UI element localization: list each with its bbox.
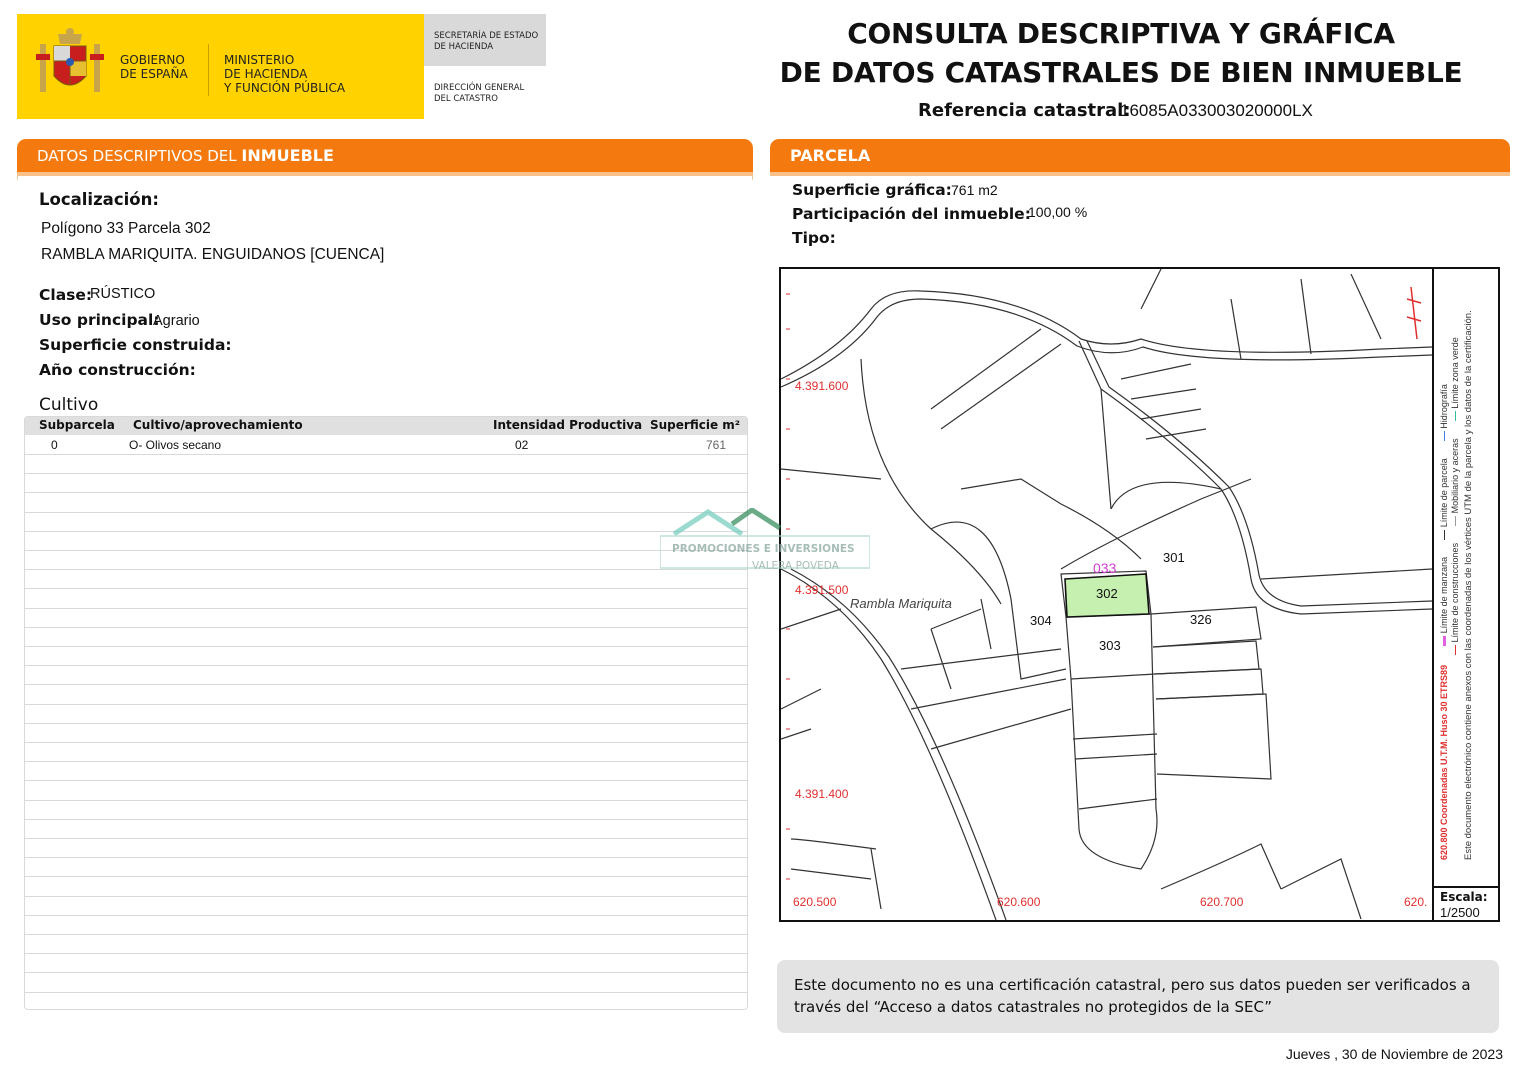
ref-label: Referencia catastral: [918,100,1131,121]
notice-text: Este documento no es una certificación catastral, pero sus datos pueden ser verificados a través del “Acceso a datos catastrales no protegidos de la SEC” [794,976,1471,1016]
table-row [25,704,747,705]
cell-superficie: 761 [706,438,727,452]
watermark [660,508,870,570]
uso-value: Agrario [153,313,200,329]
legend-text [1439,260,1474,860]
table-row [25,953,747,954]
clase-label: Clase: [39,286,93,304]
legend-zona-verde: Límite zona verde [1450,337,1460,409]
scale-value: 1/2500 [1440,905,1480,920]
table-row [25,896,747,897]
table-row [25,723,747,724]
coord-x-3: 620.700 [1200,895,1244,909]
tipo-label: Tipo: [792,229,836,247]
secretaria-name [434,31,538,53]
dir-line-2: DEL CATASTRO [434,94,498,104]
bar-bold: INMUEBLE [241,146,334,165]
gov-name [120,53,188,81]
min-line-2: DE HACIENDA [224,67,308,81]
coat-of-arms-icon [34,26,106,102]
superficie-grafica-value: 761 m2 [951,182,998,198]
legend-parcela: Límite de parcela [1439,458,1449,528]
parcel-304-label: 304 [1030,613,1052,628]
coord-x-2: 620.600 [997,895,1041,909]
direccion-name [434,83,524,105]
table-row [25,646,747,647]
mobiliario-legend-icon [1455,516,1456,526]
clase-value: RÚSTICO [90,286,156,302]
coord-y-1: 4.391.600 [795,379,849,393]
table-row [25,876,747,877]
datos-descriptivos-bar [17,139,753,172]
uso-label: Uso principal: [39,311,160,329]
cell-cultivo: O- Olivos secano [129,438,222,452]
th-intensidad: Intensidad Productiva [493,418,643,432]
cultivo-title: Cultivo [39,395,99,415]
poligono-label: 033 [1093,560,1117,576]
scale-box [1432,886,1500,922]
manzana-legend-icon [1443,636,1446,646]
table-row [25,800,747,801]
watermark-line-1: PROMOCIONES E INVERSIONES [672,543,855,555]
table-row [25,550,747,551]
coord-y-2: 4.391.500 [795,583,849,597]
bar-edge-left [17,176,18,180]
parcel-303-label: 303 [1099,638,1121,653]
table-row [25,761,747,762]
legend-mobiliario: Mobiliario y aceras [1450,438,1460,514]
legend-coords: 620.800 Coordenadas U.T.M. Huso 30 ETRS89 [1439,664,1449,860]
scale-label: Escala: [1440,890,1488,904]
parcela-legend-icon [1444,530,1445,540]
anio-construccion-label: Año construcción: [39,361,196,379]
parcela-bar: PARCELA [770,139,1510,172]
table-row [25,780,747,781]
place-label: Rambla Mariquita [850,596,952,611]
min-line-3: Y FUNCIÓN PÚBLICA [224,81,346,95]
table-row [25,531,747,532]
zona-verde-legend-icon [1455,411,1456,421]
table-row [25,934,747,935]
page-title-line-2: DE DATOS CATASTRALES DE BIEN INMUEBLE [779,56,1463,89]
table-row [25,838,747,839]
table-row [25,819,747,820]
table-row [25,857,747,858]
table-row [25,665,747,666]
construcciones-legend-icon [1455,645,1456,655]
participacion-label: Participación del inmueble: [792,205,1031,223]
parcel-302-label: 302 [1096,586,1118,601]
table-row [25,992,747,993]
dir-line-1: DIRECCIÓN GENERAL [434,83,525,93]
page-title-line-1: CONSULTA DESCRIPTIVA Y GRÁFICA [847,17,1395,50]
gov-line-2: DE ESPAÑA [120,67,188,81]
cell-intensidad: 02 [515,438,529,452]
hidrografia-legend-icon [1444,431,1445,441]
document-date: Jueves , 30 de Noviembre de 2023 [1285,1046,1503,1062]
parcel-301-label: 301 [1163,550,1185,565]
bar-edge-right [752,176,753,180]
cultivo-table [24,416,748,1010]
table-row [25,473,747,474]
gov-line-1: GOBIERNO [120,53,185,67]
parcela-bar-underline [770,172,1510,176]
watermark-line-2: VALERA POVEDA [752,560,839,572]
min-line-1: MINISTERIO [224,53,295,67]
sec-line-2: DE HACIENDA [434,42,494,52]
logo-divider [208,44,209,96]
table-row [25,608,747,609]
table-row [25,627,747,628]
coord-x-1: 620.500 [793,895,837,909]
legend-hidrografia: Hidrografía [1439,384,1449,429]
sec-line-1: SECRETARÍA DE ESTADO [434,31,539,41]
legend-manzana: Límite de manzana [1439,556,1449,634]
parcel-326-label: 326 [1190,612,1212,627]
localizacion-line-1: Polígono 33 Parcela 302 [41,220,211,237]
th-subparcela: Subparcela [39,418,115,432]
ministry-name [224,53,345,95]
superficie-construida-label: Superficie construida: [39,336,232,354]
th-superficie: Superficie m² [650,418,741,432]
table-header [25,417,747,435]
participacion-value: 100,00 % [1028,204,1088,220]
table-row [25,569,747,570]
legend-construcciones: Límite de construcciones [1450,542,1460,643]
table-row [25,492,747,493]
table-row [25,684,747,685]
table-row [25,972,747,973]
table-row [25,915,747,916]
superficie-grafica-label: Superficie gráfica: [792,181,952,199]
th-cultivo: Cultivo/aprovechamiento [133,418,303,432]
localizacion-line-2: RAMBLA MARIQUITA. ENGUIDANOS [CUENCA] [41,246,385,263]
ref-value: 16085A033003020000LX [1120,101,1313,120]
bar-prefix: DATOS DESCRIPTIVOS DEL [37,147,242,165]
localizacion-label: Localización: [39,190,159,209]
legend-note: Este documento electrónico contiene anexos con las coordenadas de los vértices UTM de la parcela y los datos de la certificación. [1463,310,1474,860]
coord-y-3: 4.391.400 [795,787,849,801]
table-row [25,588,747,589]
table-row [25,454,747,455]
bar-underline [17,172,753,176]
table-row [25,742,747,743]
coord-x-4: 620. [1404,895,1428,909]
table-row [25,512,747,513]
cell-subparcela: 0 [51,438,58,452]
